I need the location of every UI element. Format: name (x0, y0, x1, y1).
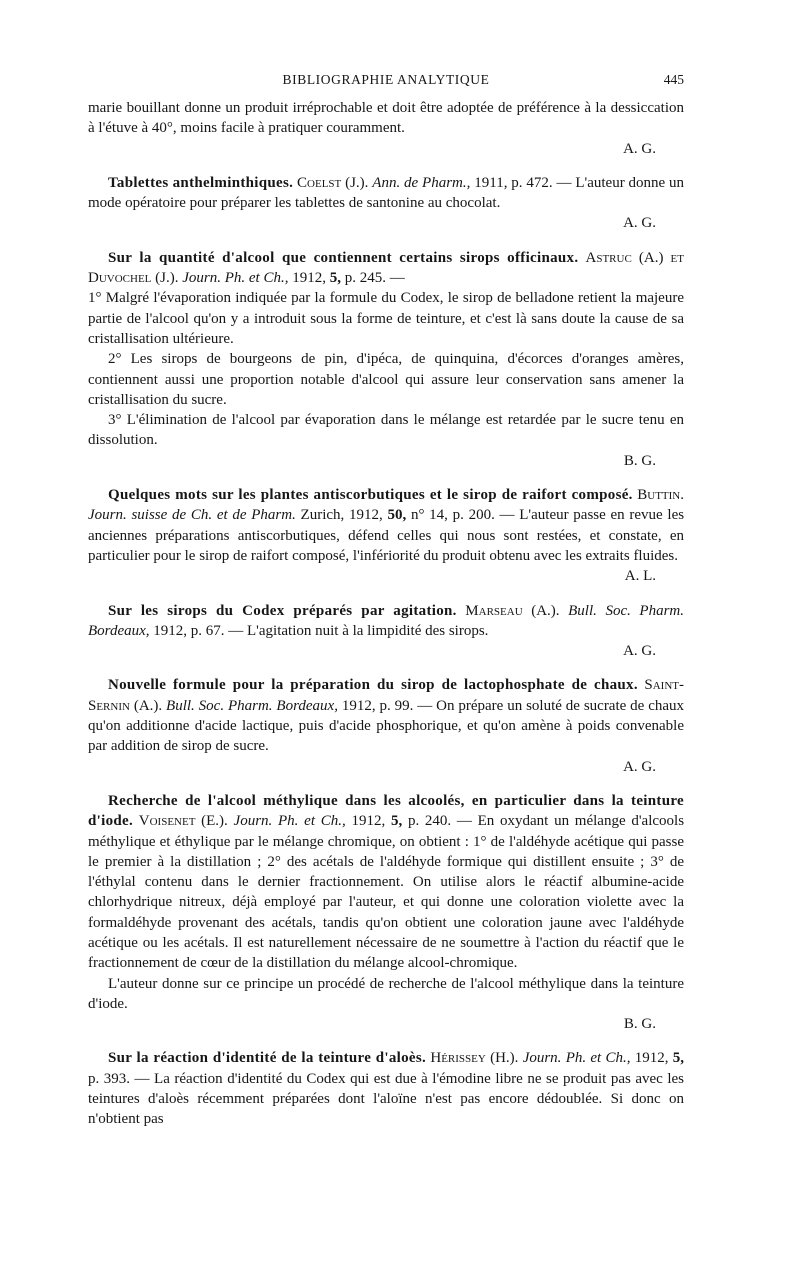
article-paragraph (88, 791, 684, 974)
article-citation-page: p. 393. (88, 1070, 131, 1087)
article-title: Quelques mots sur les plantes antiscorbutiques et le sirop de raifort composé. (108, 487, 633, 504)
article-title: Sur les sirops du Codex préparés par agitation. (108, 602, 457, 619)
article-author: Buttin. (637, 487, 684, 504)
article-source: Journ. Ph. et Ch., (233, 813, 346, 830)
article-paragraph-1: 1° Malgré l'évaporation indiquée par la formule du Codex, le sirop de belladone retient la majeure partie de l'alcool qu'on y a introduit sous la forme de teinture, et c'est là sans doute la cause de sa cristallisation ultérieure. (88, 290, 684, 347)
article-citation: 1911, p. 472. (474, 174, 553, 191)
article-lactophosphate (88, 675, 684, 776)
page-body (88, 98, 684, 1130)
intro-text: marie bouillant donne un produit irréprochable et doit être adoptée de préférence à la dessiccation à l'étuve à 40°, moins facile à pratiquer couramment. (88, 100, 684, 137)
article-citation-volume: 5, (329, 270, 341, 287)
article-body: — En oxydant un mélange d'alcools méthylique et éthylique par le mélange chromique, on obtient : 1° de l'aldéhyde acétique qui passe le premier à la distillation ; 2° des acétals de l'aldéhyde formique qui distillent ensuite ; 3° de l'éthylal contenu dans le dernier fractionnement. On utilise alors le réactif albumine-acide chlorhydrique nitreux, déjà employé par l'auteur, et qui donne une coloration violette avec la formaldéhyde provenant des acétals, tandis qu'on obtient une coloration jaune avec l'aldéhyde acétique ou les acétals. Il est naturellement nécessaire de ne soumettre à l'action du réactif que le fractionnement de cœur de la distillation du mélange alcool-chromique. (88, 813, 685, 972)
article-aloes (88, 1048, 684, 1129)
article-title: Sur la réaction d'identité de la teinture d'aloès. (108, 1050, 427, 1067)
article-citation-year: Zurich, 1912, (300, 507, 383, 524)
article-signature: B. G. (623, 452, 656, 469)
article-source: Bull. Soc. Pharm. Bordeaux, (88, 602, 685, 639)
article-author: Hérissey (H.). (430, 1050, 519, 1067)
article-source: Journ. suisse de Ch. et de Pharm. (88, 507, 296, 524)
article-tablettes (88, 173, 684, 234)
article-paragraph (88, 601, 684, 642)
article-paragraph-3: 3° L'élimination de l'alcool par évaporation dans le mélange est retardée par le sucre tenu en dissolution. (88, 412, 684, 449)
article-paragraph (88, 173, 684, 214)
article-author: Voisenet (E.). (138, 813, 228, 830)
intro-paragraph (88, 98, 684, 159)
article-citation: 1912, p. 67. (153, 622, 225, 639)
article-source: Journ. Ph. et Ch., (522, 1050, 631, 1067)
page-header (88, 70, 684, 90)
article-signature: B. G. (623, 1016, 656, 1033)
article-antiscorbutiques (88, 485, 684, 586)
article-paragraph (88, 1048, 684, 1129)
article-body: — L'auteur passe en revue les anciennes préparations antiscorbutiques, défend celles qui nous sont restées, et constate, en particulier pour le sirop de raifort composé, l'infériorité du produit obtenu avec les extraits fluides. (88, 507, 685, 564)
article-author: Coelst (J.). (297, 174, 369, 191)
article-body: — L'auteur donne un mode opératoire pour préparer les tablettes de santonine au chocolat. (88, 174, 685, 212)
article-signature: A. G. (623, 758, 656, 775)
article-citation-volume: 50, (387, 507, 407, 524)
article-citation-year: 1912, (634, 1050, 669, 1067)
article-alcool-methylique (88, 791, 684, 1035)
article-signature: A. L. (624, 568, 656, 585)
article-author: Marseau (A.). (465, 602, 560, 619)
article-author: Saint-Sernin (A.). (88, 677, 684, 714)
article-sirops-agitation (88, 601, 684, 662)
article-author: Astruc (A.) et Duvochel (J.). (88, 249, 684, 287)
article-citation-volume: 5, (390, 813, 403, 830)
article-signature: A. G. (623, 215, 656, 232)
article-source: Ann. de Pharm., (372, 174, 471, 191)
article-source: Bull. Soc. Pharm. Bordeaux, (166, 697, 338, 714)
article-citation: 1912, p. 99. (341, 697, 414, 714)
article-signature: A. G. (623, 643, 656, 660)
article-title: Sur la quantité d'alcool que contiennent certains sirops officinaux. (108, 249, 579, 266)
article-paragraph (88, 485, 684, 566)
article-citation-year: 1912, (292, 270, 326, 287)
article-citation-year: 1912, (351, 813, 386, 830)
intro-signature: A. G. (623, 140, 656, 157)
article-paragraph (88, 248, 684, 289)
article-body: — On prépare un soluté de sucrate de chaux qu'on additionne d'acide lactique, puis d'acide phosphorique, et qu'on amène à poids convenable par addition de sirop de sucre. (88, 697, 685, 755)
article-title: Nouvelle formule pour la préparation du sirop de lactophosphate de chaux. (108, 677, 638, 694)
article-sirops-alcool (88, 248, 684, 471)
article-paragraph (88, 675, 684, 756)
running-title: BIBLIOGRAPHIE ANALYTIQUE (282, 72, 490, 87)
article-citation-page: n° 14, p. 200. (410, 507, 495, 524)
article-citation-page: p. 240. (407, 813, 452, 830)
article-title: Recherche de l'alcool méthylique dans les alcoolés, en particulier dans la teinture d'iode. (88, 792, 684, 830)
page-number: 445 (663, 72, 684, 87)
article-citation-page: p. 245. — (344, 270, 405, 287)
article-body: — L'agitation nuit à la limpidité des sirops. (228, 622, 489, 639)
article-paragraph-2: L'auteur donne sur ce principe un procédé de recherche de l'alcool méthylique dans la teinture d'iode. (88, 975, 684, 1012)
article-body: — La réaction d'identité du Codex qui est due à l'émodine libre ne se produit pas avec les teintures d'aloès récemment préparées dont l'aloïne n'est pas encore dédoublée. Si donc on n'obtient pas (88, 1070, 684, 1128)
article-paragraph-2: 2° Les sirops de bourgeons de pin, d'ipéca, de quinquina, d'écorces d'oranges amères, contiennent aussi une proportion notable d'alcool qui assure leur conservation sans amener la cristallisation du sucre. (88, 351, 684, 408)
article-source: Journ. Ph. et Ch., (182, 270, 289, 287)
article-citation-volume: 5, (672, 1050, 685, 1067)
article-title: Tablettes anthelminthiques. (108, 174, 294, 191)
